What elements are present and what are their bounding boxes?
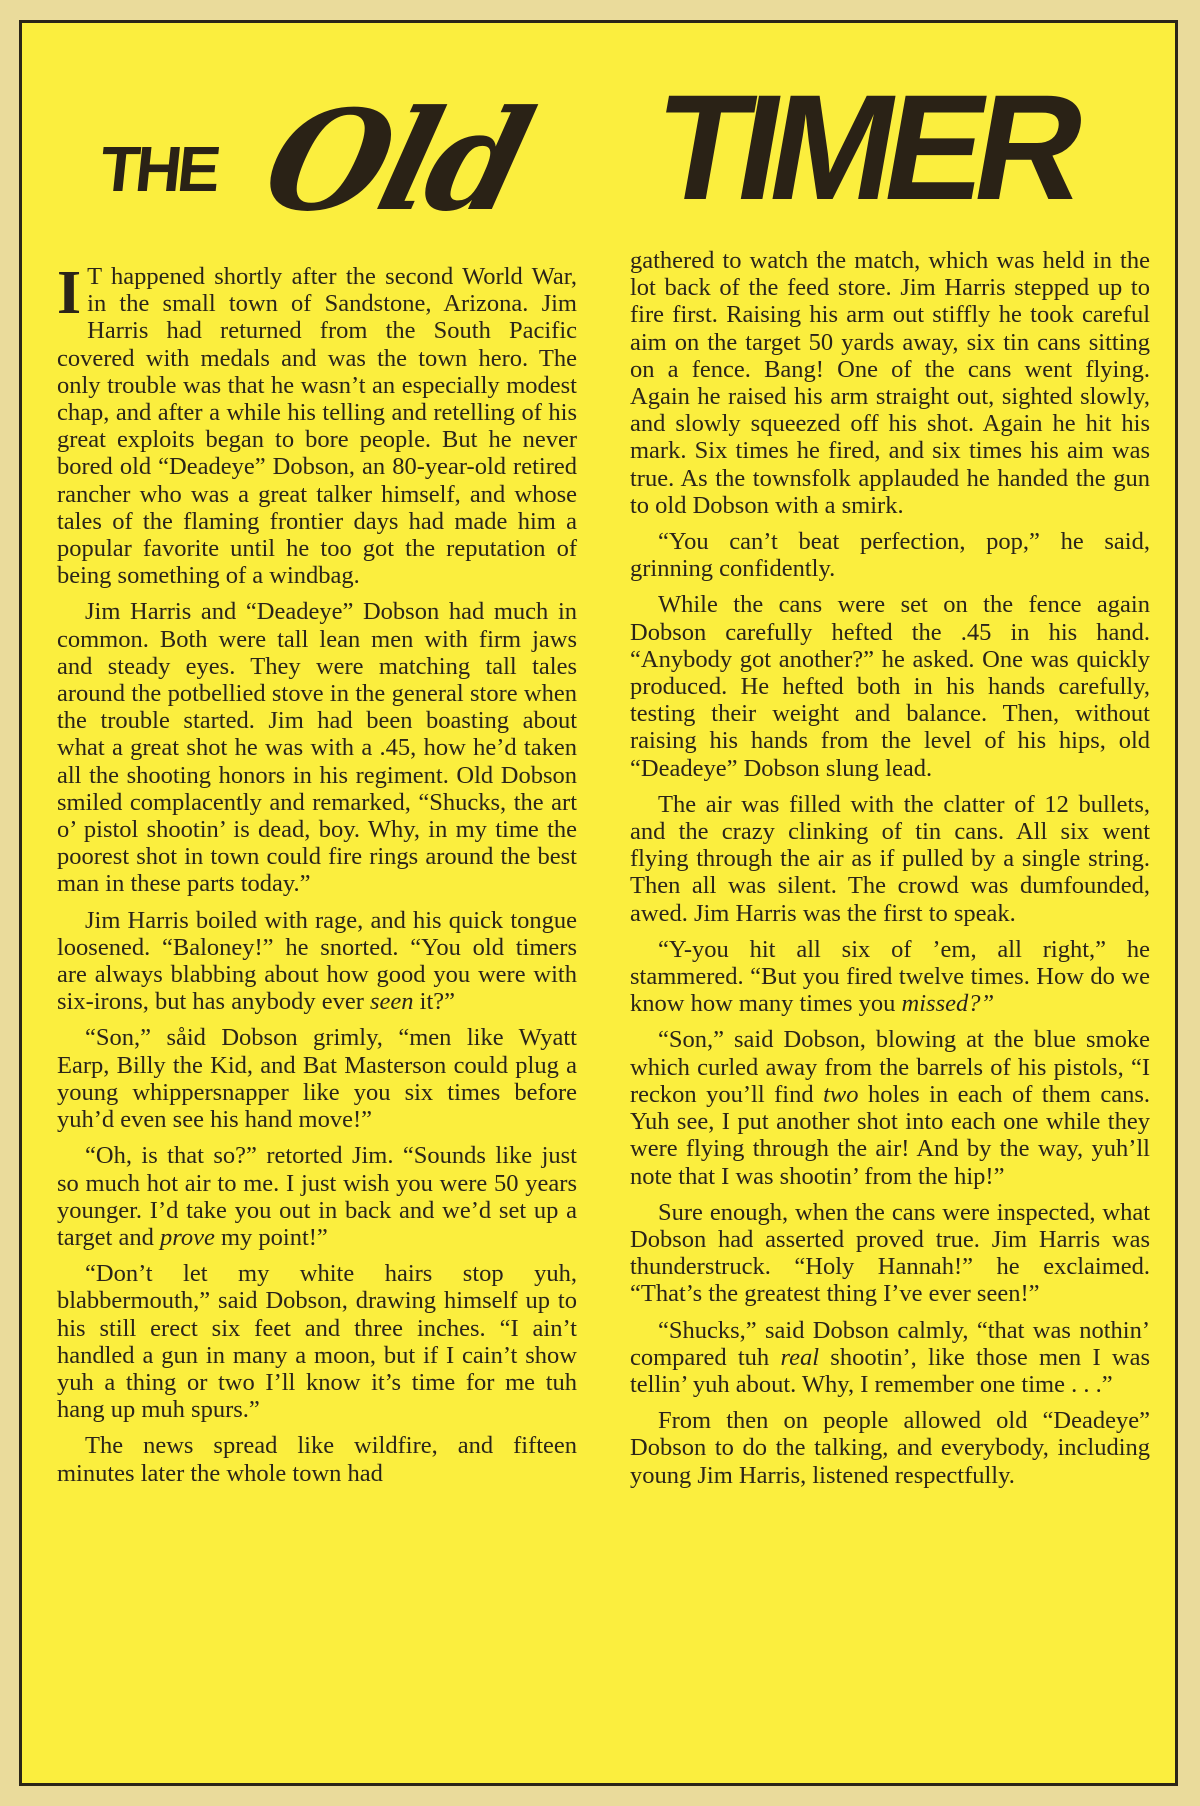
paragraph-12-emphasis: missed?” — [901, 990, 995, 1018]
paragraph-3 — [57, 907, 577, 1016]
story-panel — [19, 20, 1178, 1786]
paragraph-5-text-a: “Oh, is that so?” retorted Jim. “Sounds like just so much hot air to me. I just wish you were 50 years younger. I’d take you out in back and we’d set up a target and — [57, 1142, 577, 1251]
paragraph-13-text-b: holes in each of them cans. Yuh see, I put another shot into each one while they were flying through the air! And by the way, yuh’ll note that I was shootin’ from the hip!” — [630, 1080, 1150, 1190]
title-word-timer: TIMER — [643, 64, 1090, 232]
title-word-old: Old — [249, 79, 542, 243]
paragraph-15 — [630, 1317, 1150, 1399]
paragraph-8: gathered to watch the match, which was held in the lot back of the feed store. Jim Harris stepped up to fire first. Raising his arm out stiffly he took careful aim on the target 50 yards away, six tin cans sitting on a fence. Bang! One of the cans went flying. Again he raised his arm straight out, sighted slowly, and slowly squeezed off his shot. Again he hit his mark. Six times he fired, and six times his aim was true. As the townsfolk applauded he handed the gun to old Dobson with a smirk. — [630, 247, 1150, 519]
paragraph-12-text-a: “Y-you hit all six of ’em, all right,” he stammered. “But you fired twelve times. How do we know how many times you — [630, 935, 1150, 1018]
paragraph-16: From then on people allowed old “Deadeye” Dobson to do the talking, and everybody, including young Jim Harris, listened respectfully. — [630, 1407, 1150, 1489]
paragraph-1-text: T happened shortly after the second World War, in the small town of Sandstone, Arizona. Jim Harris had returned from the South Pacific covered with medals and was the town hero. The only trouble was that he wasn’t an especially modest chap, and after a while his telling and retelling of his great exploits began to bore people. But he never bored old “Deadeye” Dobson, an 80-year-old retired rancher who was a great talker himself, and whose tales of the flaming frontier days had made him a popular favorite until he too got the reputation of being something of a windbag. — [57, 263, 577, 590]
title-art — [22, 41, 1175, 251]
story-title — [22, 41, 1175, 251]
paragraph-3-text-b: it?” — [413, 988, 456, 1016]
paragraph-10: While the cans were set on the fence again Dobson carefully hefted the .45 in his hand. “Anybody got another?” he asked. One was quickly produced. He hefted both in his hands carefully, testing their weight and balance. Then, without raising his hands from the level of his hips, old “Deadeye” Dobson slung lead. — [630, 591, 1150, 782]
paragraph-2: Jim Harris and “Deadeye” Dobson had much in common. Both were tall lean men with firm jaws and steady eyes. They were matching tall tales around the potbellied stove in the general store when the trouble started. Jim had been boasting about what a great shot he was with a .45, how he’d taken all the shooting honors in his regiment. Old Dobson smiled complacently and remarked, “Shucks, the art o’ pistol shootin’ is dead, boy. Why, in my time the poorest shot in town could fire rings around the best man in these parts today.” — [57, 598, 577, 898]
paragraph-5-text-b: my point!” — [214, 1223, 328, 1251]
paragraph-15-text-b: shootin’, like those men I was tellin’ yuh about. Why, I remember one time . . .” — [630, 1343, 1150, 1398]
paragraph-7: The news spread like wildfire, and fifteen minutes later the whole town had — [57, 1432, 577, 1487]
paragraph-3-emphasis: seen — [370, 988, 414, 1016]
paragraph-13-emphasis: two — [823, 1080, 859, 1108]
paragraph-4: “Son,” såid Dobson grimly, “men like Wyatt Earp, Billy the Kid, and Bat Masterson could plug a young whippersnapper like you six times before yuh’d even see his hand move!” — [57, 1024, 577, 1134]
paragraph-11: The air was filled with the clatter of 12 bullets, and the crazy clinking of tin cans. All six went flying through the air as if pulled by a single string. Then all was silent. The crowd was dumfounded, awed. Jim Harris was the first to speak. — [630, 790, 1150, 927]
paragraph-13-text-a: “Son,” said Dobson, blowing at the blue smoke which curled away from the barrels of his pistols, “I reckon you’ll find — [630, 1026, 1150, 1108]
paragraph-1 — [57, 259, 577, 590]
paragraph-5-emphasis: prove — [159, 1223, 215, 1251]
paragraph-9: “You can’t beat perfection, pop,” he said, grinning confidently. — [630, 528, 1150, 583]
paragraph-14: Sure enough, when the cans were inspected, what Dobson had asserted proved true. Jim Harris was thunderstruck. “Holy Hannah!” he exclaimed. “That’s the greatest thing I’ve ever seen!” — [630, 1198, 1150, 1308]
left-column — [57, 259, 577, 1496]
paragraph-3-text-a: Jim Harris boiled with rage, and his quick tongue loosened. “Baloney!” he snorted. “You old timers are always blabbing about how good you were with six-irons, but has anybody ever — [57, 906, 577, 1016]
paragraph-13 — [630, 1026, 1150, 1189]
right-column — [630, 247, 1150, 1498]
paragraph-15-text-a: “Shucks,” said Dobson calmly, “that was nothin’ compared tuh — [630, 1316, 1150, 1371]
paragraph-12 — [630, 936, 1150, 1018]
paragraph-5 — [57, 1142, 577, 1251]
title-word-the: THE — [96, 133, 221, 205]
paragraph-6: “Don’t let my white hairs stop yuh, blabbermouth,” said Dobson, drawing himself up to his still erect six feet and three inches. “I ain’t handled a gun in many a moon, but if I cain’t show yuh a thing or two I’ll know it’s time for me tuh hang up muh spurs.” — [57, 1260, 577, 1424]
drop-cap: I — [57, 259, 82, 327]
paragraph-15-emphasis: real — [780, 1343, 820, 1371]
